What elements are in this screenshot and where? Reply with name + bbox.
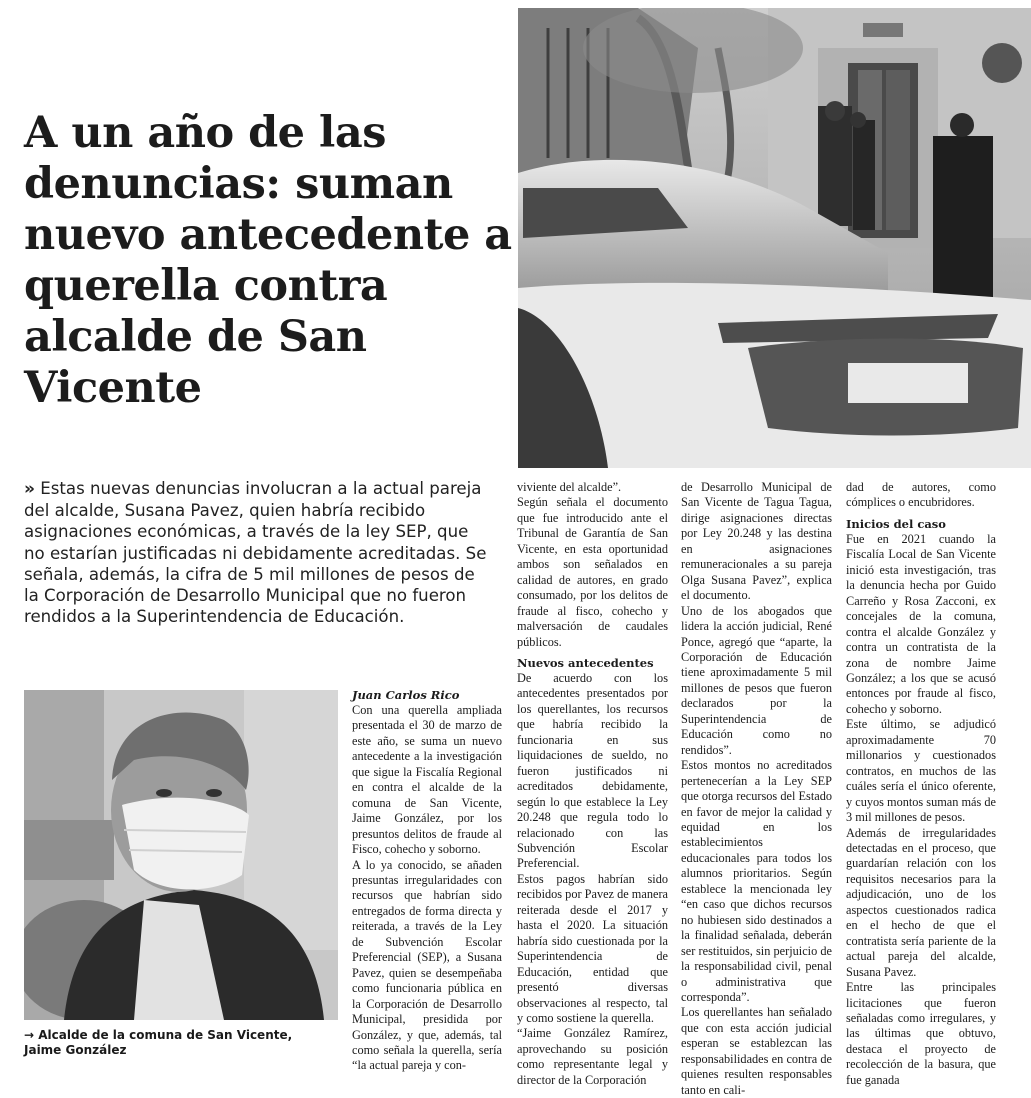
paragraph: Además de irregularidades detectadas en el proceso, que guardarían relación con los requisitos necesarios para la adjudicación, uno de los aspectos cuestionados radica en el hecho de que el contratista sería pariente de la actual pareja del alcalde, Susana Pavez. [846, 825, 996, 979]
byline: Juan Carlos Rico [352, 688, 460, 702]
police-car-outside-building-photo [518, 8, 1031, 468]
paragraph: Los querellantes han señalado que con esta acción judicial esperan se establezcan las responsabilidades en contra de quienes resulten responsables tanto en cali- [681, 1005, 832, 1097]
paragraph: “Jaime González Ramírez, aprovechando su posición como representante legal y director de la Corporación [517, 1026, 668, 1087]
body-column-3 [681, 480, 832, 1098]
paragraph: Uno de los abogados que lidera la acción judicial, René Ponce, agregó que “aparte, la Corporación de Educación tiene aproximadamente 5 mil millones de pesos que fueron declarados por la Superintendencia de Educación como no rendidos”. [681, 603, 832, 757]
paragraph: Entre las principales licitaciones que fueron señaladas como irregulares, y las últimas que obtuvo, destaca el proyecto de recolección de la basura, que fue ganada [846, 980, 996, 1087]
paragraph: Fue en 2021 cuando la Fiscalía Local de San Vicente inició esta investigación, tras la denuncia hecha por Guido Carreño y Rosa Zacconi, ex concejales de la comuna, contra el alcalde González y contra un contratista de la zona de nombre Jaime González; a los que se acusó entonces por fraude al fisco, cohecho y soborno. [846, 531, 996, 716]
portrait-photo [24, 690, 338, 1020]
subheading-nuevos-antecedentes: Nuevos antecedentes [517, 655, 654, 670]
lead-paragraph [24, 478, 494, 627]
body-column-4 [846, 480, 996, 1088]
headline: A un año de las denuncias: suman nuevo antecedente a querella contra alcalde de San Vicente [24, 108, 512, 413]
lead-bullet: » [24, 479, 35, 499]
paragraph: Estos montos no acreditados pertenecerían a la Ley SEP que otorga recursos del Estado en favor de mejor la calidad y equidad en los establecimientos educacionales para todos los alumnos prioritarios. Según establece la mencionada ley “en caso que dichos recursos no hubiesen sido destinados a la finalidad señalada, deberán ser restituidos, sin perjuicio de la responsabilidad civil, penal o administrativa que corresponda”. [681, 758, 832, 1004]
paragraph: viviente del alcalde”. [517, 480, 622, 494]
paragraph: Este último, se adjudicó aproximadamente 70 millonarios y cuestionados contratos, en muchos de las cuáles sería el único oferente, y cuyos montos suman más de 3 mil millones de pesos. [846, 717, 996, 825]
masked-mayor-portrait-photo [24, 690, 338, 1020]
paragraph: Según señala el documento que fue introducido ante el Tribunal de Garantía de San Vicente, en esta oportunidad ambos son señalados en calidad de autores, en grado consumado, por los delitos de fraude al fisco, cohecho y malversación de caudales públicos. [517, 495, 668, 649]
subheading-inicios-del-caso: Inicios del caso [846, 516, 946, 531]
paragraph: A lo ya conocido, se añaden presuntas irregularidades con recursos que habrían sido entregados de forma directa y reiterada, a través de la Ley de Subvención Escolar Preferencial (SEP), a Susana Pavez, quien se desempeñaba como funcionaria pública en la Corporación de Desarrollo Municipal, presidida por González, y que, además, tal como señala la querella, sería “la actual pareja y con- [352, 857, 502, 1073]
paragraph: dad de autores, como cómplices o encubridores. [846, 480, 996, 510]
hero-photo [518, 8, 1031, 468]
paragraph: de Desarrollo Municipal de San Vicente de Tagua Tagua, dirige asignaciones directas por Ley 20.248 y las destina en asignaciones remuneracionales a su pareja Olga Susana Pavez”, explica el documento. [681, 480, 832, 603]
paragraph: De acuerdo con los antecedentes presentados por los querellantes, los recursos que habría recibido la funcionaria en sus liquidaciones de sueldo, no fueron justificados ni acreditados debidamente, según lo que establece la Ley 20.248 que regula todo lo relacionado con las Subvención Escolar Preferencial. [517, 670, 668, 871]
paragraph: Con una querella ampliada presentada el 30 de marzo de este año, se suma un nuevo antecedente a la investigación que sigue la Fiscalía Regional en contra el alcalde de la comuna de San Vicente, Jaime González, por los presuntos delitos de fraude al Fisco, cohecho y soborno. [352, 703, 502, 857]
photo-caption: → Alcalde de la comuna de San Vicente, Jaime González [24, 1028, 293, 1057]
lead-text: Estas nuevas denuncias involucran a la actual pareja del alcalde, Susana Pavez, quien habría recibido asignaciones económicas, a través de la ley SEP, que no estarían justificadas ni debidamente acreditadas. Se señala, además, la cifra de 5 mil millones de pesos de la Corporación de Desarrollo Municipal que no fueron rendidos a la Superintendencia de Educación. [24, 479, 487, 627]
paragraph: Estos pagos habrían sido recibidos por Pavez de manera reiterada desde el 2017 y hasta el 2020. La situación habría sido cuestionada por la Superintendencia de Educación, entidad que presentó diversas observaciones al respecto, tal y como sostiene la querella. [517, 871, 668, 1025]
body-column-2 [517, 480, 668, 1088]
body-column-1 [352, 688, 502, 1074]
